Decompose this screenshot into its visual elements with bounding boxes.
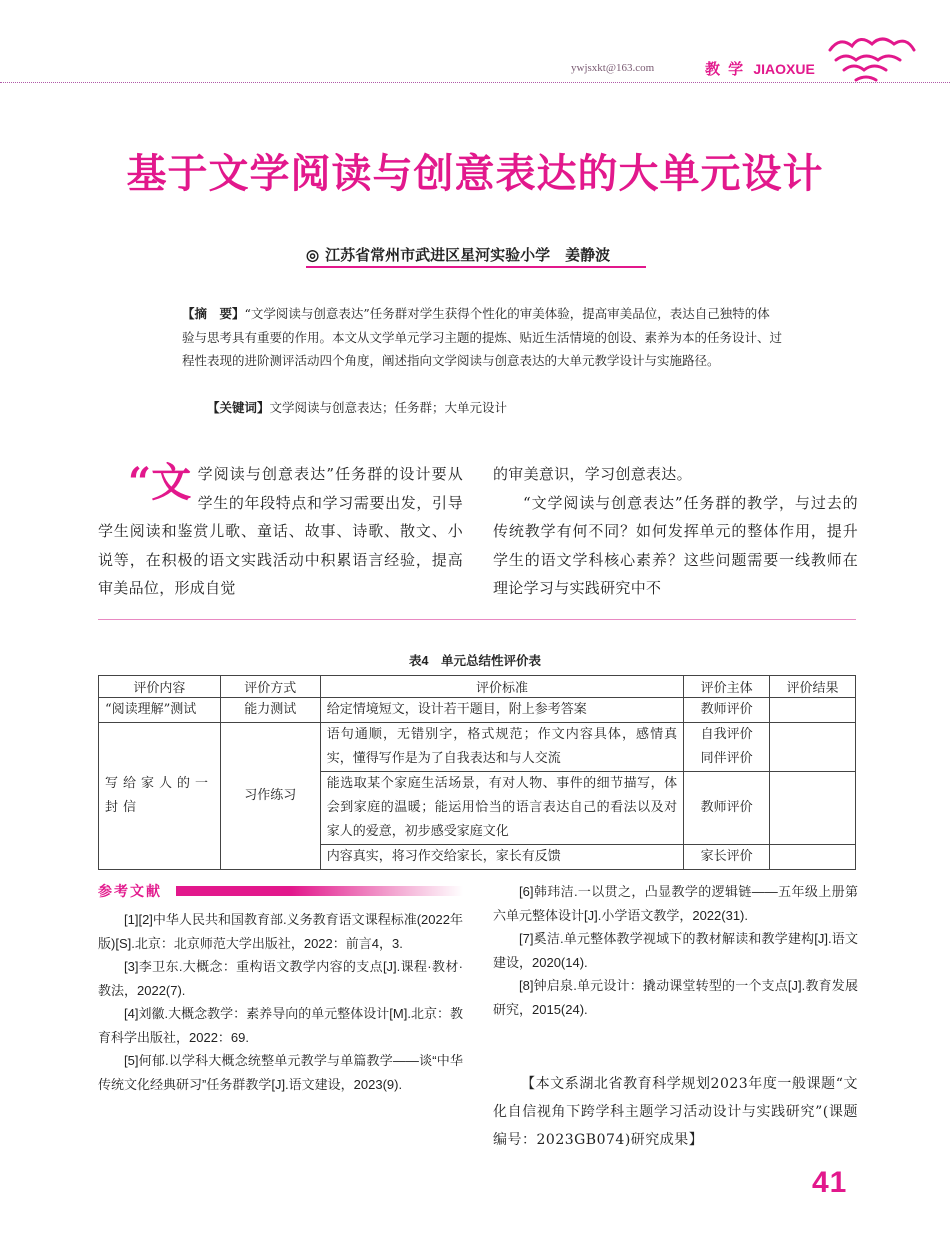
- author-underline: [306, 266, 646, 268]
- table-cell: 语句通顺，无错别字，格式规范；作文内容具体，感情真实，懂得写作是为了自我表达和与人交流: [320, 723, 683, 772]
- page-number: 41: [812, 1166, 848, 1199]
- reference-item: [7]奚洁.单元整体教学视域下的教材解读和教学建构[J].语文建设，2020(14).: [493, 931, 858, 970]
- table-cell: 家长评价: [684, 845, 770, 870]
- body-left-text: 学阅读与创意表达”任务群的设计要从学生的年段特点和学习需要出发，引导学生阅读和鉴赏儿歌、童话、故事、诗歌、散文、小说等，在积极的语文实践活动中积累语言经验，提高审美品位，形成自觉: [98, 465, 463, 597]
- section-label: [705, 58, 815, 79]
- table-cell: [684, 723, 770, 772]
- keywords: [207, 398, 787, 418]
- table-cell: “阅读理解”测试: [99, 698, 221, 723]
- abstract-label: 【摘 要】: [182, 307, 245, 321]
- abstract-text: “文学阅读与创意表达”任务群对学生获得个性化的审美体验，提高审美品位，表达自己独特的体验与思考具有重要的作用。本文从文学单元学习主题的提炼、贴近生活情境的创设、素养为本的任务设计、过程性表现的进阶测评活动四个角度，阐述指向文学阅读与创意表达的大单元教学设计与实施路径。: [182, 306, 783, 368]
- table-cell-line: 自我评价: [700, 727, 753, 742]
- table-header: 评价结果: [770, 676, 856, 698]
- table-header: 评价主体: [684, 676, 770, 698]
- table-cell: 写给家人的一封信: [99, 723, 221, 870]
- section-divider: [98, 619, 856, 620]
- section-cn: 教 学: [705, 61, 746, 78]
- reference-item: [4]刘徽.大概念教学：素养导向的单元整体设计[M].北京：教育科学出版社，2022：69.: [98, 1006, 463, 1045]
- table-cell: [770, 845, 856, 870]
- journal-email: ywjsxkt@163.com: [571, 62, 655, 74]
- table-header: 评价方式: [220, 676, 320, 698]
- reference-item: [1][2]中华人民共和国教育部.义务教育语文课程标准(2022年版)[S].北京：北京师范大学出版社，2022：前言4，3.: [98, 912, 463, 951]
- reference-item: [5]何郁.以学科大概念统整单元教学与单篇教学——谈“中华传统文化经典研习”任务群教学[J].语文建设，2023(9).: [98, 1053, 463, 1092]
- references-left: [98, 908, 463, 1096]
- table-cell: [770, 772, 856, 845]
- references-right: [493, 880, 858, 1021]
- article-title: 基于文学阅读与创意表达的大单元设计: [126, 150, 824, 197]
- drop-cap: “文: [128, 459, 192, 506]
- table-cell: 内容真实，将习作交给家长，家长有反馈: [320, 845, 683, 870]
- table-row: [99, 723, 856, 772]
- header-rule: [0, 82, 950, 83]
- keywords-text: 文学阅读与创意表达；任务群；大单元设计: [269, 400, 508, 415]
- cloud-ornament-icon: [822, 30, 922, 86]
- table-cell: 教师评价: [684, 698, 770, 723]
- table-cell: 能选取某个家庭生活场景，有对人物、事件的细节描写，体会到家庭的温暖；能运用恰当的语言表达自己的看法以及对家人的爱意，初步感受家庭文化: [320, 772, 683, 845]
- table-header: 评价标准: [320, 676, 683, 698]
- evaluation-table: [98, 675, 856, 870]
- author-mark-icon: ◎: [306, 247, 320, 264]
- references-title: 参考文献: [98, 883, 162, 899]
- table-cell-line: 同伴评价: [700, 751, 753, 766]
- body-column-left: [98, 460, 463, 603]
- table-caption: 表4 单元总结性评价表: [409, 654, 541, 668]
- references-heading: [98, 881, 463, 899]
- keywords-label: 【关键词】: [207, 401, 270, 415]
- body-paragraph: “文学阅读与创意表达”任务群的教学，与过去的传统教学有何不同？如何发挥单元的整体作用，提升学生的语文学科核心素养？这些问题需要一线教师在理论学习与实践研究中不: [493, 493, 858, 597]
- table-cell: [770, 723, 856, 772]
- author-name: 江苏省常州市武进区星河实验小学 姜静波: [325, 247, 611, 264]
- table-cell: 给定情境短文，设计若干题目，附上参考答案: [320, 698, 683, 723]
- table-cell: 教师评价: [684, 772, 770, 845]
- table-header: 评价内容: [99, 676, 221, 698]
- table-cell: 习作练习: [220, 723, 320, 870]
- reference-item: [6]韩玮洁.一以贯之，凸显教学的逻辑链——五年级上册第六单元整体设计[J].小学语文教学，2022(31).: [493, 884, 858, 923]
- table-row: [99, 698, 856, 723]
- abstract: [182, 302, 782, 372]
- body-column-right: [493, 460, 858, 603]
- references-bar: [176, 886, 463, 896]
- author-line: [306, 244, 610, 265]
- table-header-row: [99, 676, 856, 698]
- body-paragraph: 的审美意识，学习创意表达。: [493, 465, 692, 483]
- reference-item: [8]钟启泉.单元设计：撬动课堂转型的一个支点[J].教育发展研究，2015(24).: [493, 978, 858, 1017]
- table-cell: 能力测试: [220, 698, 320, 723]
- section-en: JIAOXUE: [753, 61, 815, 77]
- table-cell: [770, 698, 856, 723]
- reference-item: [3]李卫东.大概念：重构语文教学内容的支点[J].课程·教材·教法，2022(7).: [98, 959, 463, 998]
- funding-note: 【本文系湖北省教育科学规划2023年度一般课题“文化自信视角下跨学科主题学习活动设计与实践研究”(课题编号：2023GB074)研究成果】: [493, 1076, 858, 1148]
